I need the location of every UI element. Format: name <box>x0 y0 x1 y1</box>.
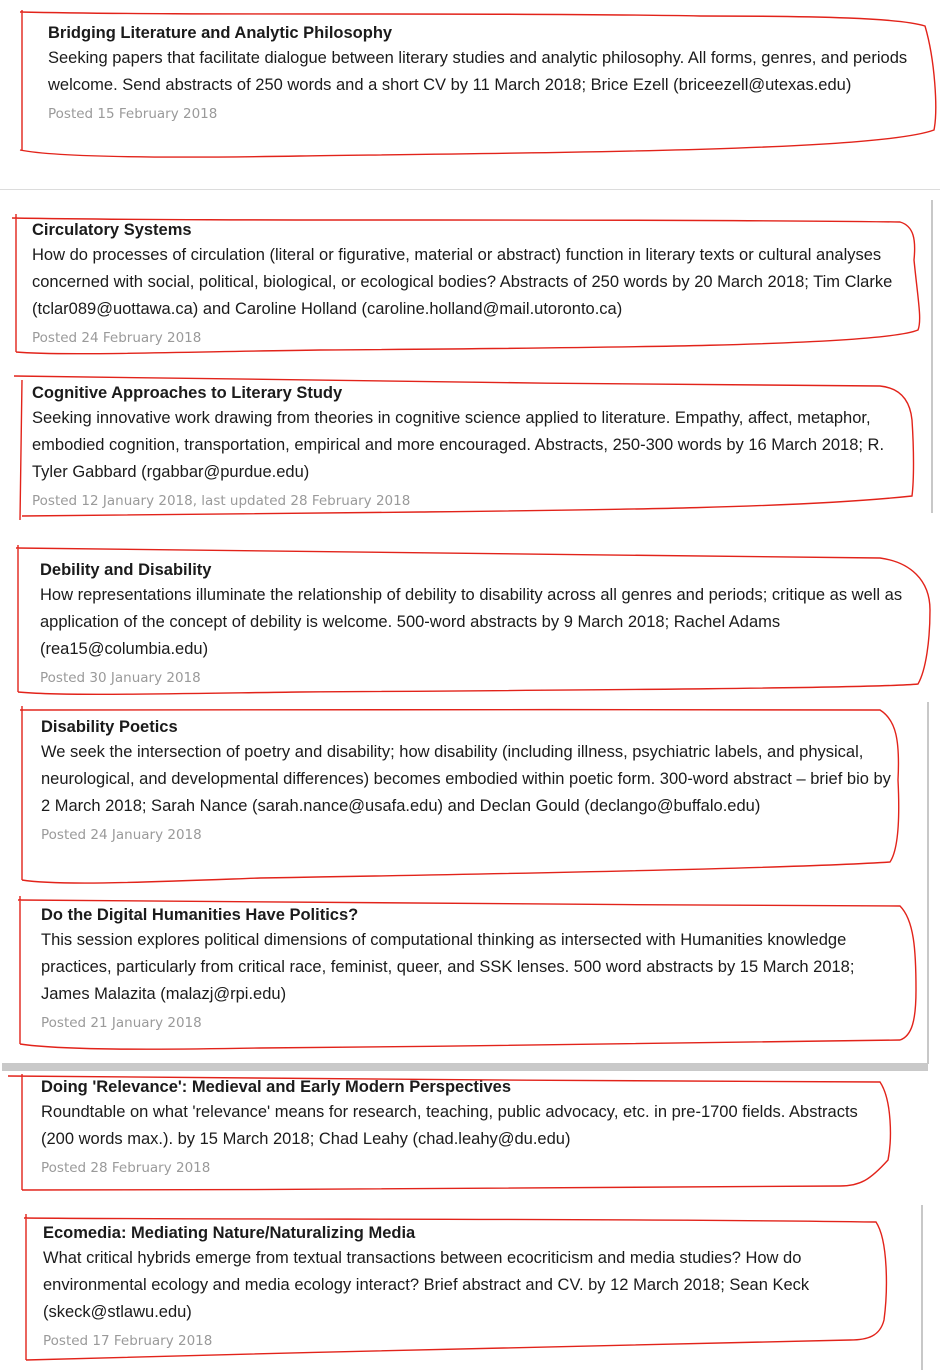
entry-posted-date: Posted 30 January 2018 <box>40 670 201 686</box>
section-divider <box>0 189 940 190</box>
entry-title[interactable]: Cognitive Approaches to Literary Study <box>32 384 343 402</box>
cfp-entry <box>32 381 904 512</box>
scrollbar-track[interactable] <box>921 1205 923 1370</box>
entry-description: Seeking papers that facilitate dialogue between literary studies and analytic philosophy. All forms, genres, and periods welcome. Send abstracts of 250 words and a short CV by 11 March 2018; Brice Ezell (briceezell@utexas.edu) <box>48 49 908 94</box>
cfp-entry <box>48 21 918 125</box>
cfp-entry <box>43 1221 883 1352</box>
entry-description: Roundtable on what 'relevance' means for research, teaching, public advocacy, etc. in pre-1700 fields. Abstracts (200 words max.). by 15 March 2018; Chad Leahy (chad.leahy@du.edu) <box>41 1103 858 1148</box>
section-divider-thick <box>2 1063 928 1071</box>
entry-title[interactable]: Debility and Disability <box>40 561 212 579</box>
entry-description: This session explores political dimensions of computational thinking as intersected with Humanities knowledge practices, particularly from critical race, feminist, queer, and SSK lenses. 500 word abstracts by 15 March 2018; James Malazita (malazj@rpi.edu) <box>41 931 855 1003</box>
entry-title[interactable]: Doing 'Relevance': Medieval and Early Modern Perspectives <box>41 1078 512 1096</box>
scrollbar-track[interactable] <box>927 702 929 1064</box>
entry-title[interactable]: Bridging Literature and Analytic Philosophy <box>48 24 393 42</box>
entry-title[interactable]: Ecomedia: Mediating Nature/Naturalizing Media <box>43 1224 416 1242</box>
entry-description: We seek the intersection of poetry and disability; how disability (including illness, psychiatric labels, and physical, neurological, and developmental differences) becomes embodied within poetic form. 300-word abstract – brief bio by 2 March 2018; Sarah Nance (sarah.nance@usafa.edu) and Declan Gould (declango@buffalo.edu) <box>41 743 891 815</box>
entry-posted-date: Posted 24 February 2018 <box>32 330 202 346</box>
entry-title[interactable]: Do the Digital Humanities Have Politics? <box>41 906 359 924</box>
entry-title[interactable]: Circulatory Systems <box>32 221 192 239</box>
cfp-entry <box>40 558 925 689</box>
cfp-entry <box>41 903 903 1034</box>
cfp-entry <box>41 1075 871 1179</box>
entry-title[interactable]: Disability Poetics <box>41 718 178 736</box>
entry-posted-date: Posted 12 January 2018, last updated 28 February 2018 <box>32 493 411 509</box>
scrollbar-track[interactable] <box>931 200 933 513</box>
entry-posted-date: Posted 24 January 2018 <box>41 827 202 843</box>
entry-posted-date: Posted 17 February 2018 <box>43 1333 213 1349</box>
cfp-entry <box>32 218 904 349</box>
entry-posted-date: Posted 15 February 2018 <box>48 106 218 122</box>
cfp-entry <box>41 715 896 846</box>
entry-description: How representations illuminate the relationship of debility to disability across all genres and periods; critique as well as application of the concept of debility is welcome. 500-word abstracts by 9 March 2018; Rachel Adams (rea15@columbia.edu) <box>40 586 903 658</box>
entry-posted-date: Posted 21 January 2018 <box>41 1015 202 1031</box>
entry-description: How do processes of circulation (literal or figurative, material or abstract) function in literary texts or cultural analyses concerned with social, political, biological, or ecological bodies? Abstracts of 250 words by 20 March 2018; Tim Clarke (tclar089@uottawa.ca) and Caroline Holland (caroline.holland@mail.utoronto.ca) <box>32 246 893 318</box>
entry-description: Seeking innovative work drawing from theories in cognitive science applied to literature. Empathy, affect, metaphor, embodied cognition, transportation, empirical and more encouraged. Abstracts, 250-300 words by 16 March 2018; R. Tyler Gabbard (rgabbar@purdue.edu) <box>32 409 885 481</box>
entry-description: What critical hybrids emerge from textual transactions between ecocriticism and media studies? How do environmental ecology and media ecology interact? Brief abstract and CV. by 12 March 2018; Sean Keck (skeck@stlawu.edu) <box>43 1249 810 1321</box>
entry-posted-date: Posted 28 February 2018 <box>41 1160 211 1176</box>
